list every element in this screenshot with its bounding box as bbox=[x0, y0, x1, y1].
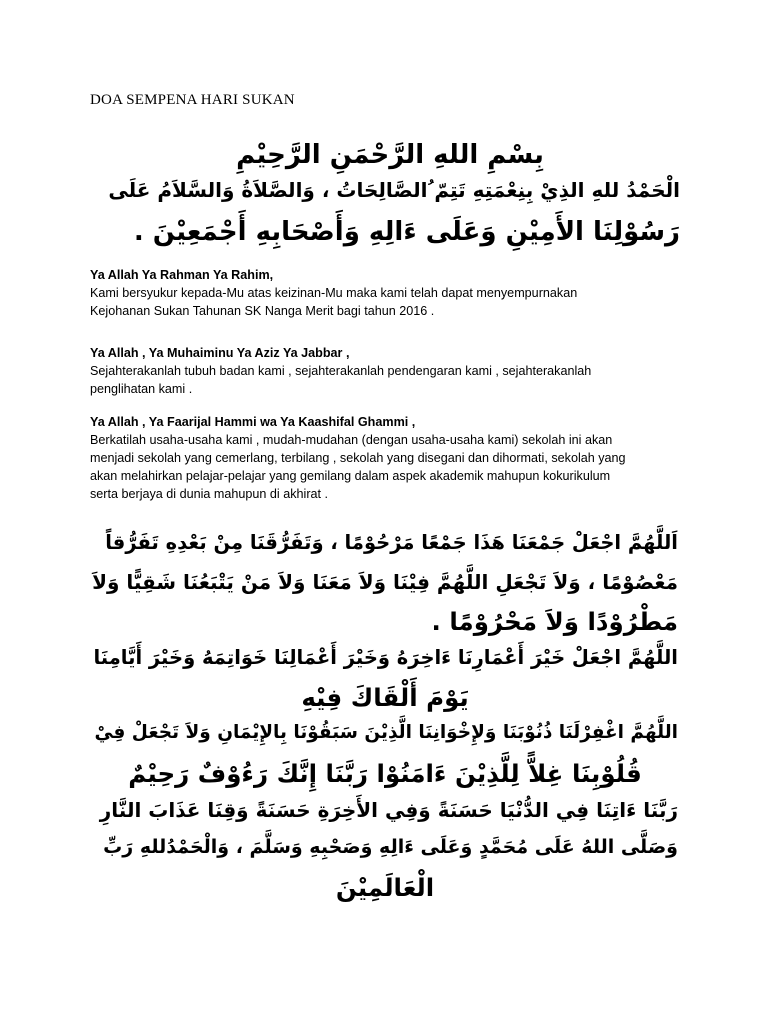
section-line: penglihatan kami . bbox=[90, 382, 193, 396]
arabic-opening-line-2: الْحَمْدُ للهِ الذِيْ بِنِعْمَتِهِ تَتِمّ ُالصَّالِحَاتُ ، وَالصَّلاَةُ وَالسَّلاَمُ عَلَى bbox=[108, 178, 680, 202]
arabic-closing-line-10: الْعَالَمِيْنَ bbox=[335, 873, 435, 902]
arabic-opening-line-3: رَسُوْلِنَا الأَمِيْنِ وَعَلَى ءَالِهِ وَأَصْحَابِهِ أَجْمَعِيْنَ . bbox=[133, 217, 680, 247]
arabic-closing-line-2: مَعْصُوْمًا ، وَلاَ تَجْعَلِ اللَّهُمَّ فِيْنَا وَلاَ مَعَنَا وَلاَ مَنْ يَتْبَعُنَا شَقِيًّا وَلاَ bbox=[92, 570, 678, 594]
arabic-closing-line-4: اللَّهُمَّ اجْعَلْ خَيْرَ أَعْمَارِنَا ءَاخِرَهُ وَخَيْرَ أَعْمَالِنَا خَوَاتِمَهُ وَخَيْرَ أَيَّامِنَا bbox=[93, 646, 678, 669]
document-title: DOA SEMPENA HARI SUKAN bbox=[90, 92, 295, 108]
arabic-closing-line-3: مَطْرُوْدًا وَلاَ مَحْرُوْمًا . bbox=[431, 607, 678, 636]
section-heading: Ya Allah Ya Rahman Ya Rahim, bbox=[90, 268, 274, 282]
section-line: Kami bersyukur kepada-Mu atas keizinan-Mu maka kami telah dapat menyempurnakan bbox=[90, 286, 578, 300]
arabic-closing-line-1: اَللَّهُمَّ اجْعَلْ جَمْعَنَا هَذَا جَمْعًا مَرْحُوْمًا ، وَتَفَرُّقَنَا مِنْ بَعْدِهِ تَفَرُّقاً bbox=[105, 531, 678, 554]
section-line: Sejahterakanlah tubuh badan kami , sejahterakanlah pendengaran kami , sejahterakanlah bbox=[90, 364, 592, 378]
section-line: akan melahirkan pelajar-pelajar yang gemilang dalam aspek akademik mahupun kokurikulum bbox=[90, 469, 611, 483]
prayer-section-2 bbox=[90, 344, 690, 398]
arabic-closing-line-6: اللَّهُمَّ اغْفِرْلَنَا ذُنُوْبَنَا وَلإِخْوَانِنَا الَّذِيْنَ سَبَقُوْنَا بِالإِيْمَانِ وَلاَ تَجْعَلْ فِيْ bbox=[94, 722, 678, 743]
arabic-closing-line-7: قُلُوْبِنَا غِلاًّ لِلَّذِيْنَ ءَامَنُوْا رَبَّنَا إِنَّكَ رَءُوْفٌ رَحِيْمٌ bbox=[128, 759, 642, 788]
section-line: serta berjaya di dunia mahupun di akhirat . bbox=[90, 487, 329, 501]
prayer-section-1 bbox=[90, 266, 690, 320]
section-line: Berkatilah usaha-usaha kami , mudah-mudahan (dengan usaha-usaha kami) sekolah ini akan bbox=[90, 433, 613, 447]
section-heading: Ya Allah , Ya Faarijal Hammi wa Ya Kaashifal Ghammi , bbox=[90, 415, 416, 429]
arabic-closing-line-8: رَبَّنَا ءَاتِنَا فِي الدُّنْيَا حَسَنَةً وَفِي الأَخِرَةِ حَسَنَةً وَقِنَا عَذَابَ النَّارِ bbox=[99, 798, 678, 822]
arabic-closing-line-9: وَصَلَّى اللهُ عَلَى مُحَمَّدٍ وَعَلَى ءَالِهِ وَصَحْبِهِ وَسَلَّمَ ، وَالْحَمْدُللهِ رَبِّ bbox=[103, 836, 678, 858]
arabic-closing-line-5: يَوْمَ أَلْقَاكَ فِيْهِ bbox=[301, 683, 469, 712]
arabic-basmalah: بِسْمِ اللهِ الرَّحْمَنِ الرَّحِيْمِ bbox=[236, 140, 544, 170]
section-line: menjadi sekolah yang cemerlang, terbilang , sekolah yang disegani dan dihormati, sekolah yang bbox=[90, 451, 626, 465]
section-line: Kejohanan Sukan Tahunan SK Nanga Merit bagi tahun 2016 . bbox=[90, 304, 435, 318]
section-heading: Ya Allah , Ya Muhaiminu Ya Aziz Ya Jabbar , bbox=[90, 346, 350, 360]
prayer-section-3 bbox=[90, 413, 690, 503]
